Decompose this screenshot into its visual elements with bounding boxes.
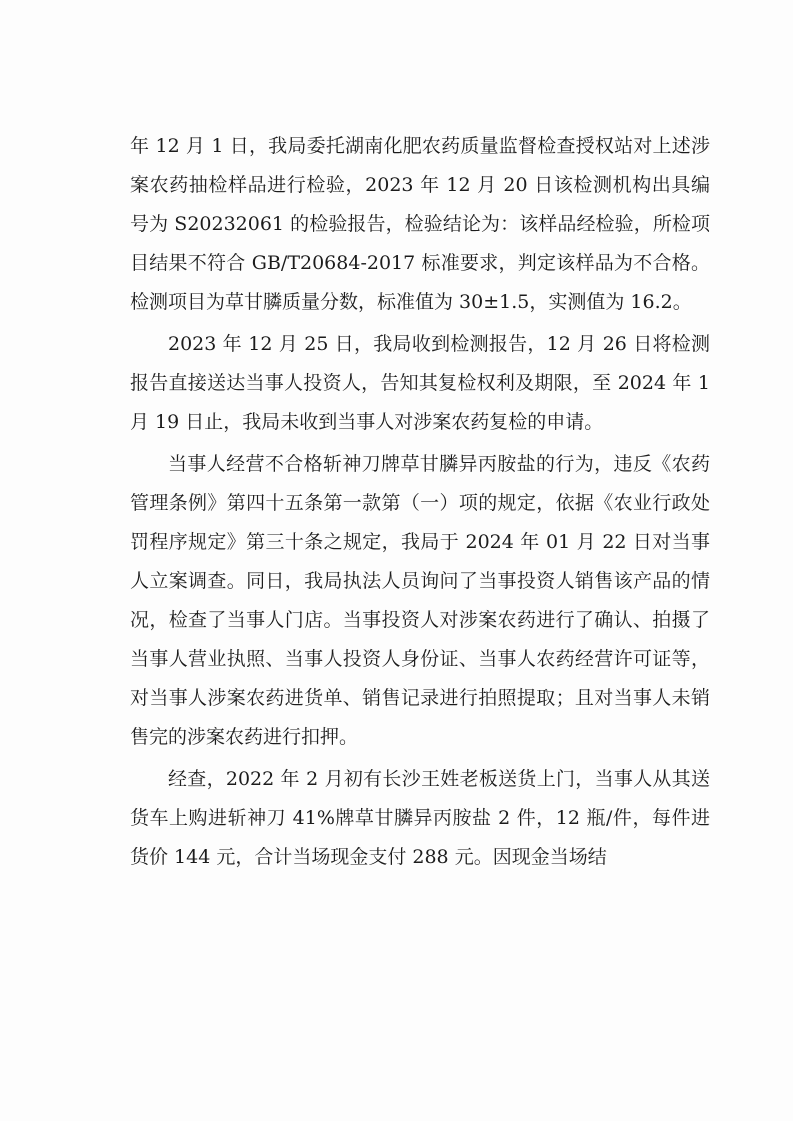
document-body [130, 127, 710, 877]
paragraph-investigation-findings: 经查，2022 年 2 月初有长沙王姓老板送货上门，当事人从其送货车上购进斩神刀 41%牌草甘膦异丙胺盐 2 件，12 瓶/件，每件进货价 144 元，合计当场现金支付 288 元。因现金当场结 [130, 768, 710, 868]
paragraph-case-filing: 当事人经营不合格斩神刀牌草甘膦异丙胺盐的行为，违反《农药管理条例》第四十五条第一款第（一）项的规定，依据《农业行政处罚程序规定》第三十条之规定，我局于 2024 年 01 月 22 日对当事人立案调查。同日，我局执法人员询问了当事投资人销售该产品的情况，检查了当事人门店。当事投资人对涉案农药进行了确认、拍摄了当事人营业执照、当事人投资人身份证、当事人农药经营许可证等，对当事人涉案农药进货单、销售记录进行拍照提取；且对当事人未销售完的涉案农药进行扣押。 [130, 453, 710, 748]
paragraph-report-delivery: 2023 年 12 月 25 日，我局收到检测报告，12 月 26 日将检测报告直接送达当事人投资人，告知其复检权利及期限，至 2024 年 1 月 19 日止，我局未收到当事人对涉案农药复检的申请。 [130, 333, 710, 433]
paragraph-inspection-result: 年 12 月 1 日，我局委托湖南化肥农药质量监督检查授权站对上述涉案农药抽检样品进行检验，2023 年 12 月 20 日该检测机构出具编号为 S20232061 的检验报告，检验结论为：该样品经检验，所检项目结果不符合 GB/T20684-2017 标准要求，判定该样品为不合格。检测项目为草甘膦质量分数，标准值为 30±1.5，实测值为 16.2。 [130, 135, 710, 313]
